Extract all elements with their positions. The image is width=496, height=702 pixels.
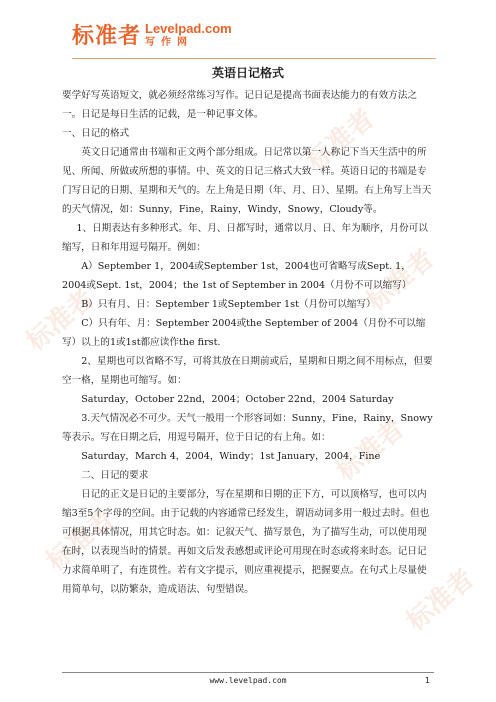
brand-name-cn: 标准者: [72, 24, 142, 49]
footer-url-link[interactable]: www.levelpad.com: [209, 676, 287, 685]
body-paragraph: 英文日记通常由书端和正文两个部分组成。日记常以第一人称记下当天生活中的所见、所闻、所做或所想的事情。中、英文的日记三格式大致一样。英语日记的书端是专门写日记的日期、星期和天气的。左上角是日期（年、月、日）、星期。右上角写上当天的天气情况，如：Sunny，Fine，Rainy，Windy，Snowy，Cloudy等。: [62, 147, 432, 215]
page-number: 1: [424, 676, 430, 685]
header-divider: [72, 58, 436, 59]
watermark: 标准者: [401, 563, 481, 637]
watermark: 标准者: [331, 413, 411, 487]
example-line: Saturday，March 4，2004，Windy；1st January，2004，Fine: [81, 451, 381, 462]
footer-divider: [62, 672, 434, 673]
body-paragraph: B）只有月、日：September 1或September 1st（月份可以缩写）: [81, 299, 376, 310]
example-line: Saturday，October 22nd，2004；October 22nd，2004 Saturday: [81, 394, 394, 405]
section-heading: 二、日记的要求: [81, 470, 149, 481]
watermark: 标准者: [301, 103, 381, 177]
intro-paragraph: 要学好写英语短文，就必须经常练习写作。记日记是提高书面表达能力的有效方法之一。日记是每日生活的记载，是一种记事文体。: [62, 90, 417, 120]
body-paragraph: C）只有年、月：September 2004或the September of 2004（月份不可以缩写）以上的1或1st都应读作the first.: [62, 318, 426, 348]
body-paragraph: 1、日期表达有多种形式。年、月、日都写时，通常以月、日、年为顺序，月份可以缩写，日和年用逗号隔开。例如：: [62, 223, 428, 253]
page-title: 英语日记格式: [211, 66, 284, 80]
body-paragraph: 2、星期也可以省略不写，可将其放在日期前或后，星期和日期之间不用标点，但要空一格，星期也可缩写。如：: [62, 356, 433, 386]
watermark: 标准者: [361, 243, 441, 317]
brand-subtitle: 写作网: [145, 37, 194, 48]
body-paragraph: A）September 1，2004或September 1st，2004也可省略写成Sept. 1，2004或Sept. 1st，2004；the 1st of September in 2004（月份不可以缩写）: [62, 261, 412, 291]
watermark: 标准者: [41, 503, 121, 577]
document-body: [62, 86, 434, 599]
body-paragraph: 3.天气情况必不可少。天气一般用一个形容词如：Sunny，Fine，Rainy，Snowy等表示。写在日期之后，用逗号隔开，位于日记的右上角。如：: [62, 413, 433, 443]
brand-logo[interactable]: [72, 22, 232, 58]
watermark: 标准者: [21, 283, 101, 357]
section-heading: 一、日记的格式: [62, 128, 130, 139]
brand-name-en: Levelpad.com: [145, 21, 232, 36]
body-paragraph: 日记的正文是日记的主要部分，写在星期和日期的正下方，可以顶格写，也可以内缩3至5个字母的空间。由于记载的内容通常已经发生，谓语动词多用一般过去时。但也可根据具体情况，用其它时态。如：记叙天气、描写景色，为了描写生动，可以使用现在时，以表现当时的情景。再如文后发表感想或评论可用现在时态或将来时态。记日记力求简单明了，有连贯性。若有文字提示，则应重视提示，把握要点。在句式上尽量使用简单句，以防繁杂，造成语法、句型错误。: [62, 489, 430, 595]
